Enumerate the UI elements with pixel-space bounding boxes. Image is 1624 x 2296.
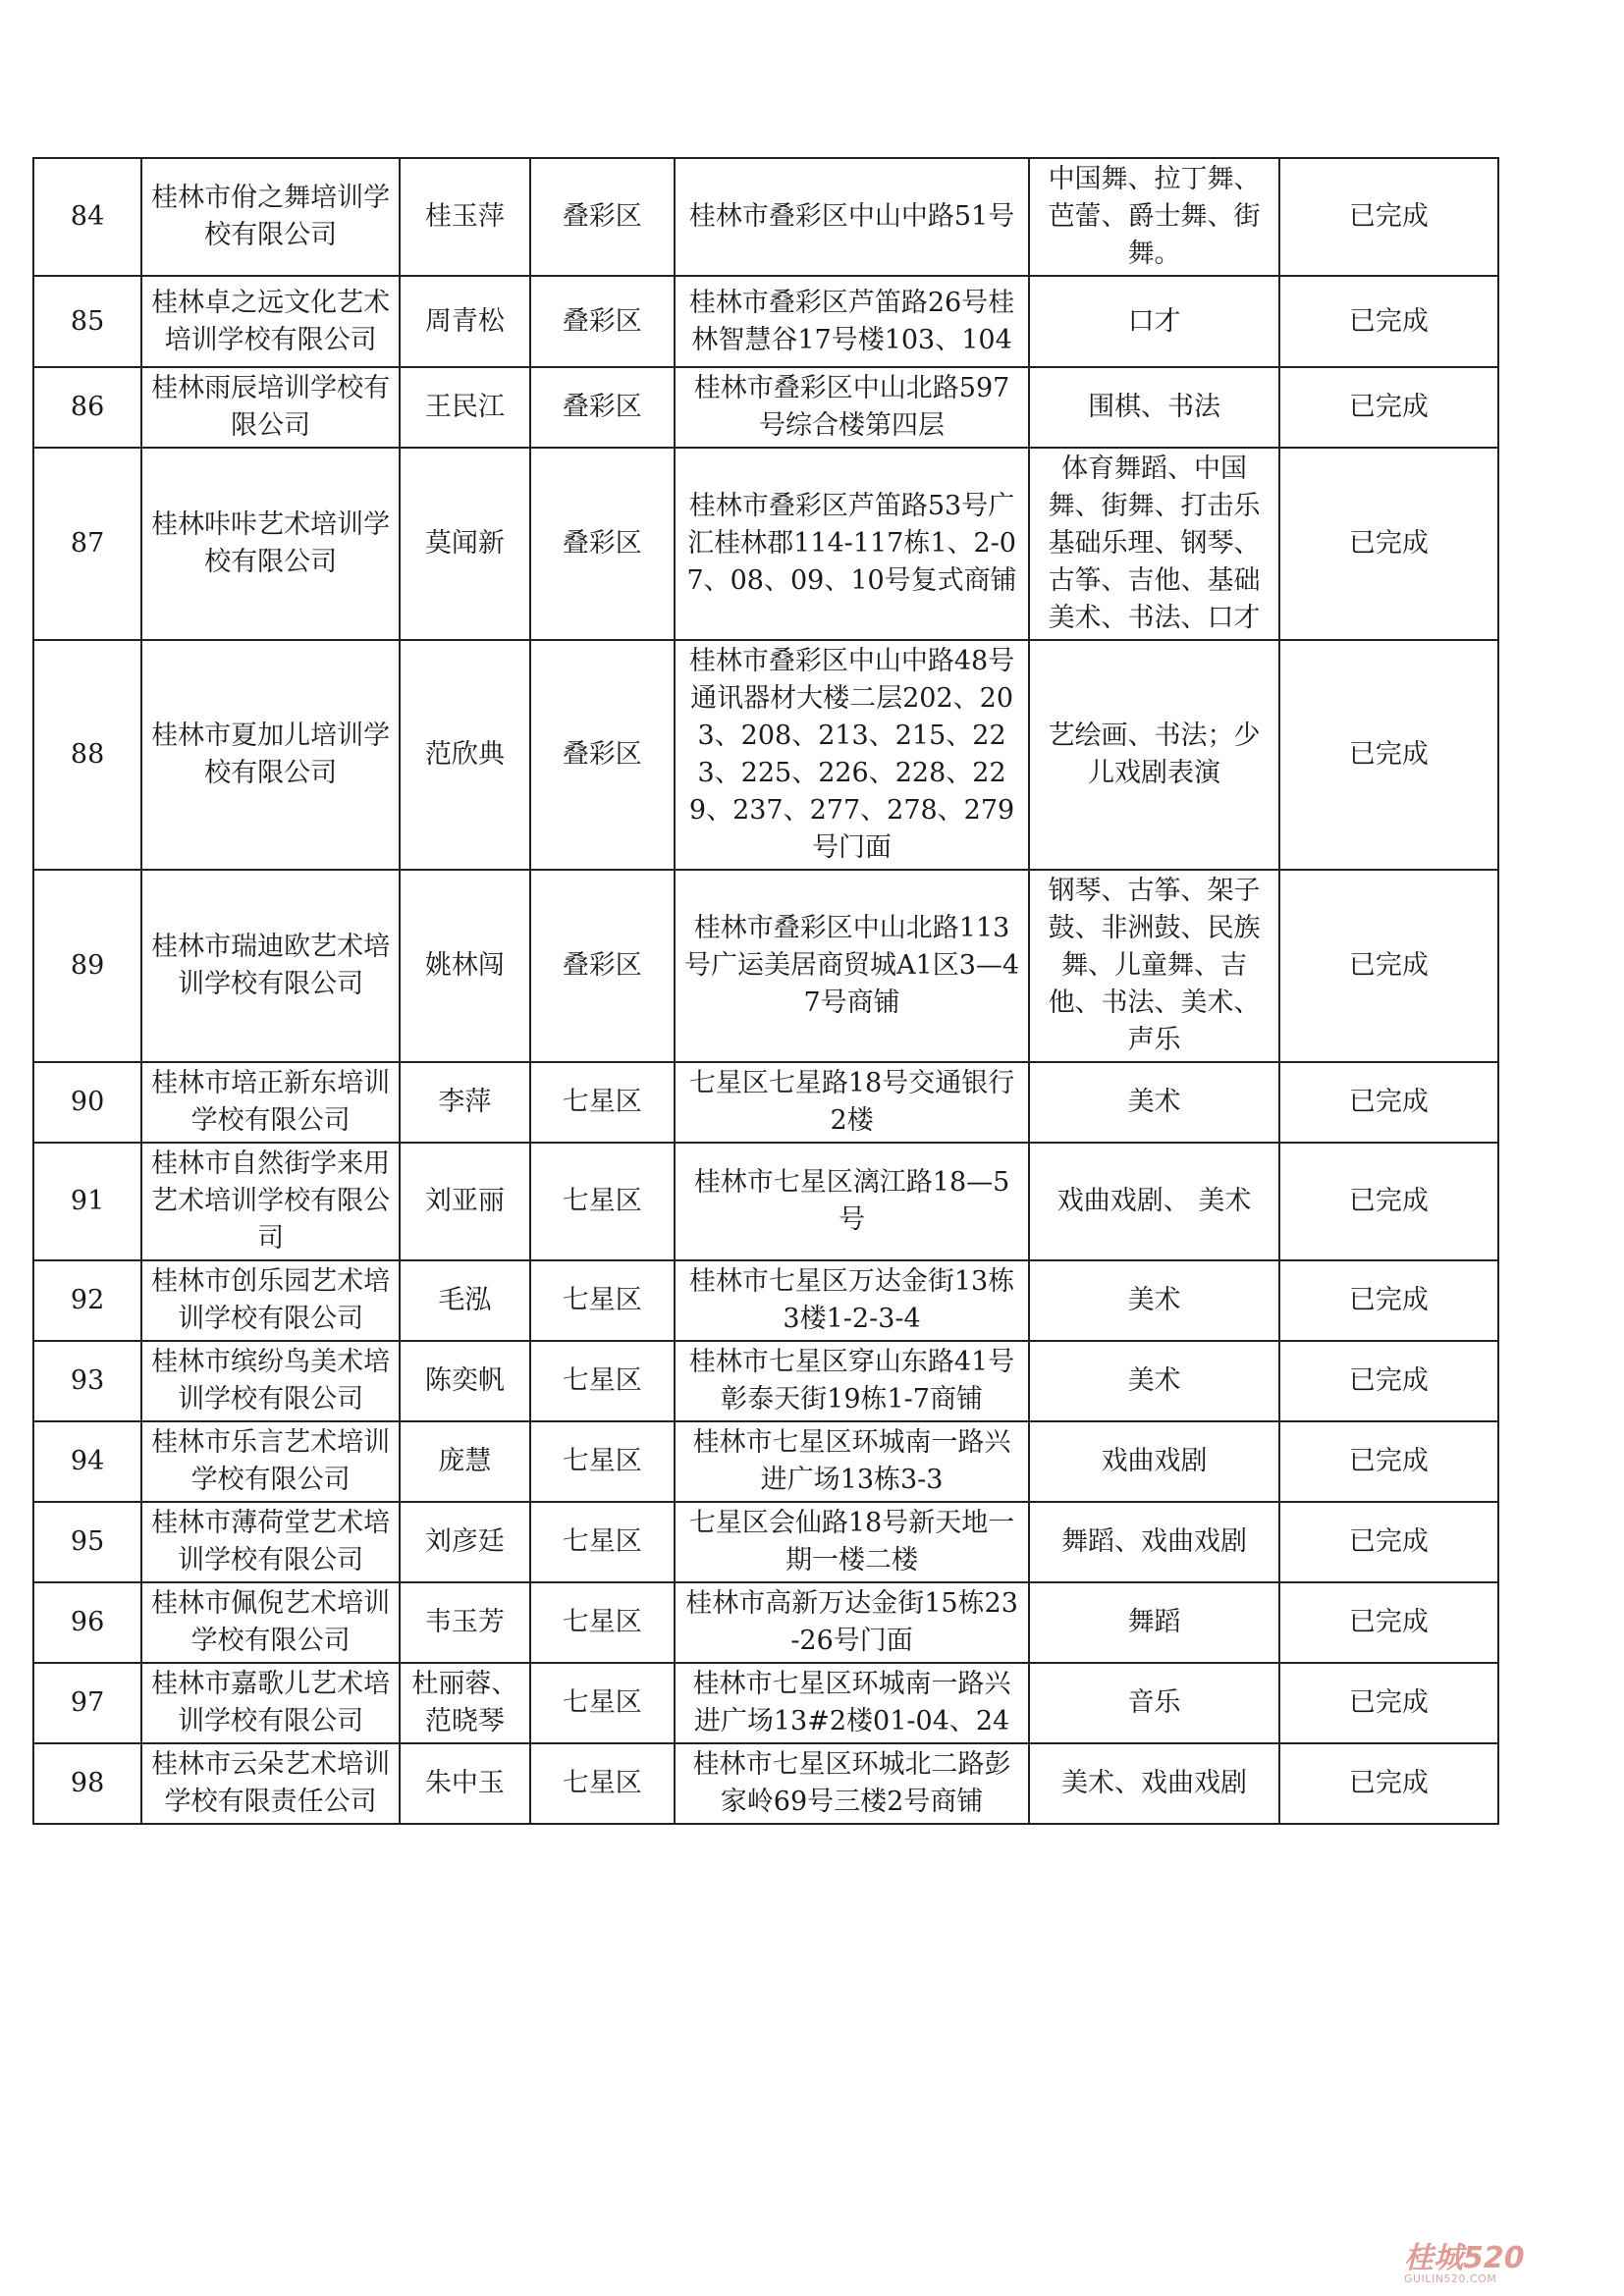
school-address-cell: 桂林市叠彩区中山中路51号: [675, 158, 1030, 276]
legal-representative-cell: 姚林闯: [400, 870, 530, 1062]
district-cell: 七星区: [530, 1421, 675, 1502]
legal-representative-cell: 桂玉萍: [400, 158, 530, 276]
training-courses-cell: 美术: [1029, 1260, 1278, 1341]
school-name-cell: 桂林市创乐园艺术培训学校有限公司: [141, 1260, 400, 1341]
row-number-cell: 95: [33, 1502, 141, 1582]
legal-representative-cell: 范欣典: [400, 640, 530, 870]
school-address-cell: 桂林市叠彩区中山北路597号综合楼第四层: [675, 367, 1030, 448]
legal-representative-cell: 李萍: [400, 1062, 530, 1143]
watermark-text: 桂城520: [1404, 2241, 1525, 2275]
table-row: [33, 1260, 1498, 1341]
school-address-cell: 桂林市叠彩区中山北路113号广运美居商贸城A1区3—47号商铺: [675, 870, 1030, 1062]
row-number-cell: 93: [33, 1341, 141, 1421]
row-number-cell: 90: [33, 1062, 141, 1143]
site-watermark: [1404, 2233, 1525, 2285]
district-cell: 七星区: [530, 1582, 675, 1663]
district-cell: 七星区: [530, 1502, 675, 1582]
school-address-cell: 七星区七星路18号交通银行2楼: [675, 1062, 1030, 1143]
training-courses-cell: 戏曲戏剧: [1029, 1421, 1278, 1502]
legal-representative-cell: 毛泓: [400, 1260, 530, 1341]
legal-representative-cell: 韦玉芳: [400, 1582, 530, 1663]
status-cell: 已完成: [1279, 640, 1498, 870]
school-address-cell: 桂林市七星区环城北二路彭家岭69号三楼2号商铺: [675, 1743, 1030, 1824]
status-cell: 已完成: [1279, 1743, 1498, 1824]
status-cell: 已完成: [1279, 1341, 1498, 1421]
table-row: [33, 870, 1498, 1062]
training-courses-cell: 美术: [1029, 1062, 1278, 1143]
district-cell: 七星区: [530, 1743, 675, 1824]
status-cell: 已完成: [1279, 1143, 1498, 1260]
legal-representative-cell: 莫闻新: [400, 448, 530, 640]
row-number-cell: 91: [33, 1143, 141, 1260]
training-courses-cell: 美术、戏曲戏剧: [1029, 1743, 1278, 1824]
school-address-cell: 桂林市七星区穿山东路41号彰泰天街19栋1-7商铺: [675, 1341, 1030, 1421]
training-courses-cell: 音乐: [1029, 1663, 1278, 1743]
row-number-cell: 84: [33, 158, 141, 276]
status-cell: 已完成: [1279, 870, 1498, 1062]
training-courses-cell: 口才: [1029, 276, 1278, 367]
table-row: [33, 1421, 1498, 1502]
school-address-cell: 桂林市七星区漓江路18—5号: [675, 1143, 1030, 1260]
school-name-cell: 桂林市佩倪艺术培训学校有限公司: [141, 1582, 400, 1663]
school-name-cell: 桂林市云朵艺术培训学校有限责任公司: [141, 1743, 400, 1824]
status-cell: 已完成: [1279, 158, 1498, 276]
school-name-cell: 桂林市佾之舞培训学校有限公司: [141, 158, 400, 276]
status-cell: 已完成: [1279, 367, 1498, 448]
row-number-cell: 85: [33, 276, 141, 367]
table-row: [33, 1062, 1498, 1143]
legal-representative-cell: 陈奕帆: [400, 1341, 530, 1421]
training-school-table: [32, 157, 1499, 1825]
status-cell: 已完成: [1279, 1582, 1498, 1663]
training-courses-cell: 舞蹈: [1029, 1582, 1278, 1663]
table-row: [33, 367, 1498, 448]
school-name-cell: 桂林市乐言艺术培训学校有限公司: [141, 1421, 400, 1502]
training-courses-cell: 体育舞蹈、中国舞、街舞、打击乐基础乐理、钢琴、古筝、吉他、基础美术、书法、口才: [1029, 448, 1278, 640]
table-row: [33, 276, 1498, 367]
school-name-cell: 桂林市缤纷鸟美术培训学校有限公司: [141, 1341, 400, 1421]
school-address-cell: 桂林市七星区万达金街13栋3楼1-2-3-4: [675, 1260, 1030, 1341]
school-name-cell: 桂林市嘉歌儿艺术培训学校有限公司: [141, 1663, 400, 1743]
status-cell: 已完成: [1279, 1260, 1498, 1341]
row-number-cell: 89: [33, 870, 141, 1062]
school-address-cell: 桂林市叠彩区芦笛路53号广汇桂林郡114-117栋1、2-07、08、09、10号复式商铺: [675, 448, 1030, 640]
legal-representative-cell: 刘彦廷: [400, 1502, 530, 1582]
table-row: [33, 448, 1498, 640]
legal-representative-cell: 王民江: [400, 367, 530, 448]
district-cell: 叠彩区: [530, 870, 675, 1062]
table-row: [33, 158, 1498, 276]
school-name-cell: 桂林市培正新东培训学校有限公司: [141, 1062, 400, 1143]
school-name-cell: 桂林雨辰培训学校有限公司: [141, 367, 400, 448]
school-address-cell: 桂林市七星区环城南一路兴进广场13栋3-3: [675, 1421, 1030, 1502]
watermark-subtext: GUILIN520.COM: [1404, 2272, 1497, 2285]
training-courses-cell: 艺绘画、书法；少儿戏剧表演: [1029, 640, 1278, 870]
school-name-cell: 桂林咔咔艺术培训学校有限公司: [141, 448, 400, 640]
school-name-cell: 桂林市自然街学来用艺术培训学校有限公司: [141, 1143, 400, 1260]
legal-representative-cell: 周青松: [400, 276, 530, 367]
district-cell: 叠彩区: [530, 158, 675, 276]
school-name-cell: 桂林市瑞迪欧艺术培训学校有限公司: [141, 870, 400, 1062]
table-row: [33, 1663, 1498, 1743]
legal-representative-cell: 庞慧: [400, 1421, 530, 1502]
district-cell: 叠彩区: [530, 640, 675, 870]
table-row: [33, 1341, 1498, 1421]
status-cell: 已完成: [1279, 276, 1498, 367]
row-number-cell: 94: [33, 1421, 141, 1502]
row-number-cell: 92: [33, 1260, 141, 1341]
status-cell: 已完成: [1279, 448, 1498, 640]
training-courses-cell: 中国舞、拉丁舞、芭蕾、爵士舞、街舞。: [1029, 158, 1278, 276]
district-cell: 七星区: [530, 1663, 675, 1743]
training-courses-cell: 钢琴、古筝、架子鼓、非洲鼓、民族舞、儿童舞、吉他、书法、美术、声乐: [1029, 870, 1278, 1062]
row-number-cell: 96: [33, 1582, 141, 1663]
table-row: [33, 640, 1498, 870]
training-courses-cell: 戏曲戏剧、 美术: [1029, 1143, 1278, 1260]
legal-representative-cell: 杜丽蓉、范晓琴: [400, 1663, 530, 1743]
school-address-cell: 桂林市叠彩区芦笛路26号桂林智慧谷17号楼103、104: [675, 276, 1030, 367]
status-cell: 已完成: [1279, 1663, 1498, 1743]
table-row: [33, 1743, 1498, 1824]
school-name-cell: 桂林市薄荷堂艺术培训学校有限公司: [141, 1502, 400, 1582]
row-number-cell: 98: [33, 1743, 141, 1824]
district-cell: 七星区: [530, 1260, 675, 1341]
legal-representative-cell: 刘亚丽: [400, 1143, 530, 1260]
table-row: [33, 1143, 1498, 1260]
district-cell: 七星区: [530, 1062, 675, 1143]
status-cell: 已完成: [1279, 1502, 1498, 1582]
training-courses-cell: 美术: [1029, 1341, 1278, 1421]
status-cell: 已完成: [1279, 1421, 1498, 1502]
training-courses-cell: 舞蹈、戏曲戏剧: [1029, 1502, 1278, 1582]
school-address-cell: 桂林市七星区环城南一路兴进广场13#2楼01-04、24: [675, 1663, 1030, 1743]
school-name-cell: 桂林市夏加儿培训学校有限公司: [141, 640, 400, 870]
table-row: [33, 1502, 1498, 1582]
table-row: [33, 1582, 1498, 1663]
district-cell: 叠彩区: [530, 367, 675, 448]
school-address-cell: 七星区会仙路18号新天地一期一楼二楼: [675, 1502, 1030, 1582]
row-number-cell: 88: [33, 640, 141, 870]
district-cell: 七星区: [530, 1143, 675, 1260]
school-name-cell: 桂林卓之远文化艺术培训学校有限公司: [141, 276, 400, 367]
row-number-cell: 86: [33, 367, 141, 448]
row-number-cell: 87: [33, 448, 141, 640]
school-address-cell: 桂林市高新万达金街15栋23-26号门面: [675, 1582, 1030, 1663]
district-cell: 叠彩区: [530, 448, 675, 640]
school-address-cell: 桂林市叠彩区中山中路48号通讯器材大楼二层202、203、208、213、215、223、225、226、228、229、237、277、278、279号门面: [675, 640, 1030, 870]
district-cell: 叠彩区: [530, 276, 675, 367]
status-cell: 已完成: [1279, 1062, 1498, 1143]
training-courses-cell: 围棋、书法: [1029, 367, 1278, 448]
row-number-cell: 97: [33, 1663, 141, 1743]
legal-representative-cell: 朱中玉: [400, 1743, 530, 1824]
district-cell: 七星区: [530, 1341, 675, 1421]
